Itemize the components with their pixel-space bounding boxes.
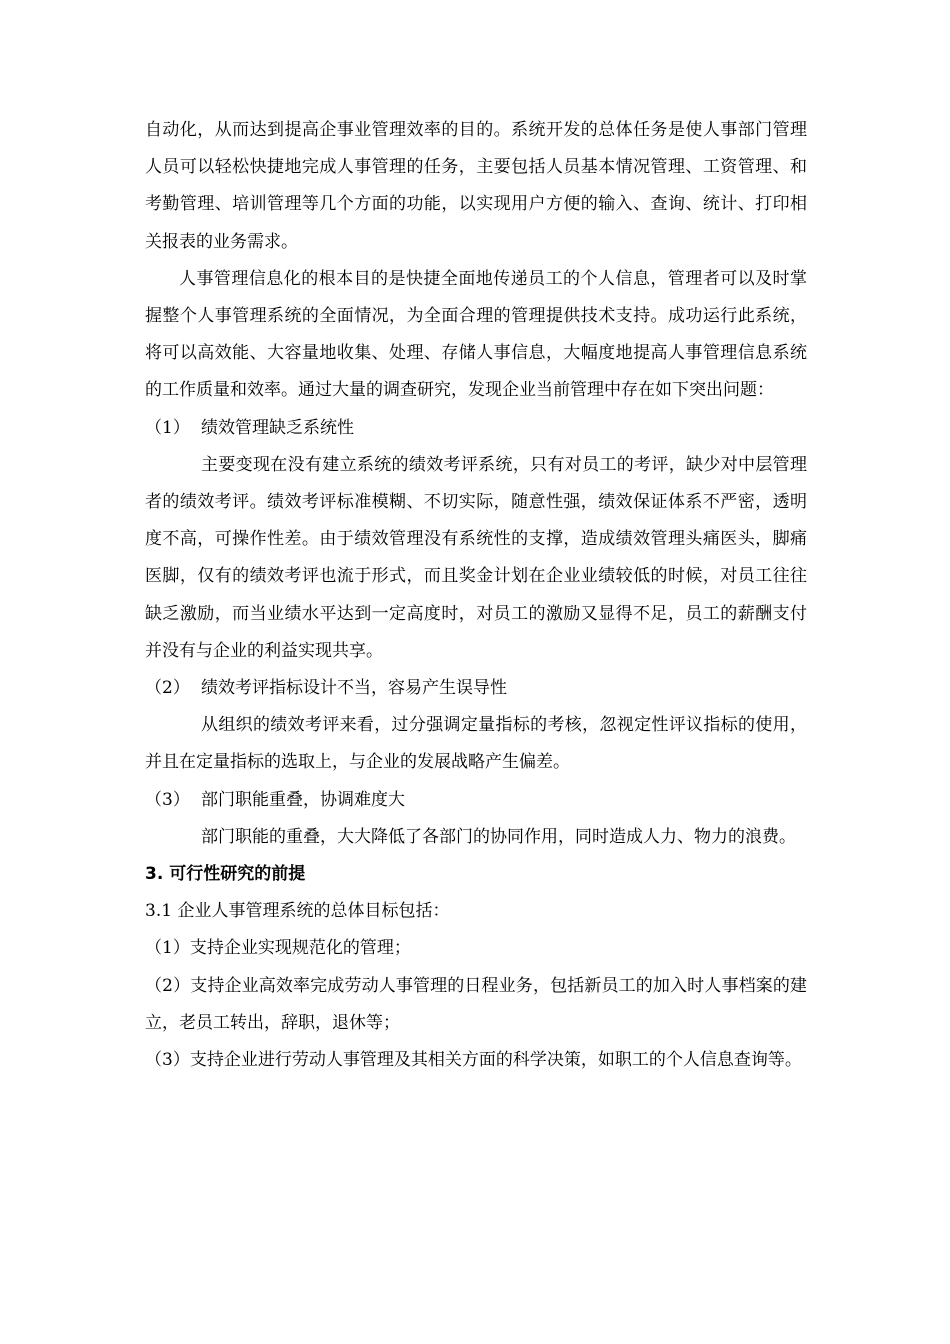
problem-item-1 [145, 410, 807, 670]
problem-title: 部门职能重叠，协调难度大 [201, 789, 405, 810]
problem-item-2 [145, 670, 807, 782]
problem-body: 从组织的绩效考评来看，过分强调定量指标的考核，忽视定性评议指标的使用，并且在定量指标的选取上，与企业的发展战略产生偏差。 [145, 715, 807, 773]
problem-heading [145, 670, 807, 707]
goal-item-3: （3）支持企业进行劳动人事管理及其相关方面的科学决策，如职工的个人信息查询等。 [145, 1050, 802, 1071]
problem-body: 主要变现在没有建立系统的绩效考评系统，只有对员工的考评，缺少对中层管理者的绩效考评。绩效考评标准模糊、不切实际，随意性强，绩效保证体系不严密，透明度不高，可操作性差。由于绩效管理没有系统性的支撑，造成绩效管理头痛医头，脚痛医脚，仅有的绩效考评也流于形式，而且奖金计划在企业业绩较低的时候，对员工往往缺乏激励，而当业绩水平达到一定高度时，对员工的激励又显得不足，员工的薪酬支付并没有与企业的利益实现共享。 [145, 454, 807, 661]
problem-item-3 [145, 782, 807, 856]
problem-number: （2） [145, 678, 190, 699]
section-heading: 3. 可行性研究的前提 [145, 864, 306, 885]
goal-item-1: （1）支持企业实现规范化的管理； [145, 938, 411, 959]
problem-number: （1） [145, 417, 190, 438]
goal-item-2: （2）支持企业高效率完成劳动人事管理的日程业务，包括新员工的加入时人事档案的建立，老员工转出，辞职，退休等； [145, 975, 807, 1033]
problem-heading [145, 782, 807, 819]
intro-paragraph: 自动化，从而达到提高企事业管理效率的目的。系统开发的总体任务是使人事部门管理人员可以轻松快捷地完成人事管理的任务，主要包括人员基本情况管理、工资管理、和考勤管理、培训管理等几个方面的功能，以实现用户方便的输入、查询、统计、打印相关报表的业务需求。 [145, 120, 807, 252]
problem-number: （3） [145, 789, 190, 810]
document-page [145, 112, 807, 1079]
subsection-line: 3.1 企业人事管理系统的总体目标包括： [145, 901, 450, 922]
info-paragraph: 人事管理信息化的根本目的是快捷全面地传递员工的个人信息，管理者可以及时掌握整个人事管理系统的全面情况，为全面合理的管理提供技术支持。成功运行此系统，将可以高效能、大容量地收集、处理、存储人事信息，大幅度地提高人事管理信息系统的工作质量和效率。通过大量的调查研究，发现企业当前管理中存在如下突出问题： [145, 268, 807, 401]
problem-title: 绩效考评指标设计不当，容易产生误导性 [201, 678, 507, 699]
problem-heading [145, 410, 807, 447]
problem-body: 部门职能的重叠，大大降低了各部门的协同作用，同时造成人力、物力的浪费。 [201, 826, 796, 847]
problem-title: 绩效管理缺乏系统性 [201, 417, 354, 438]
